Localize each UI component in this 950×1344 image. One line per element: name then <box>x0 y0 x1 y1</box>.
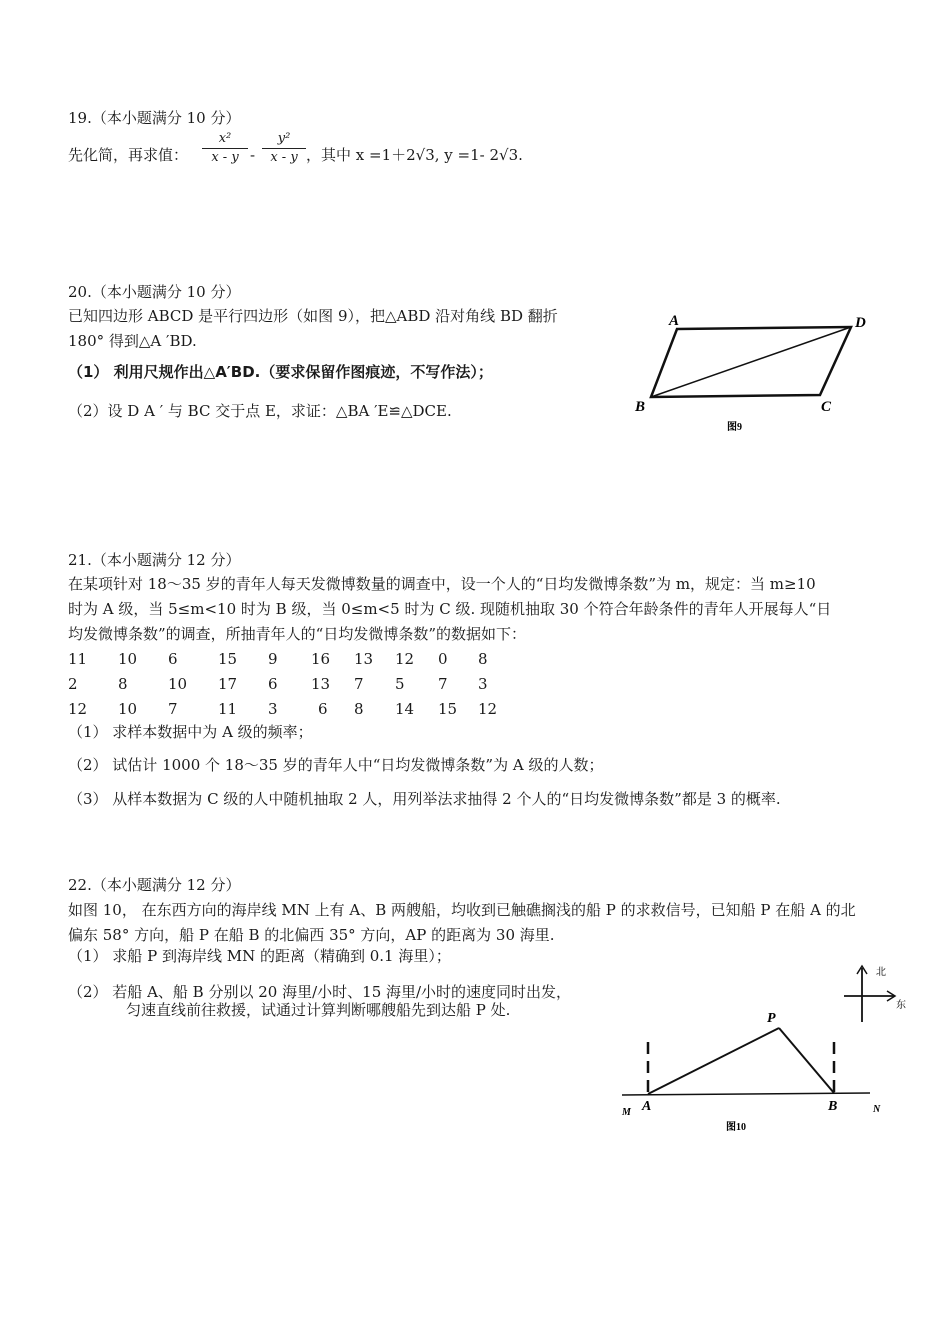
q19-header: 19.（本小题满分 10 分） <box>68 109 241 127</box>
data-cell: 6 <box>318 700 328 718</box>
q22-part2a: （2） 若船 A、船 B 分别以 20 海里/小时、15 海里/小时的速度同时出发， <box>68 983 572 1001</box>
data-cell: 3 <box>268 700 278 718</box>
compass-north-label: 北 <box>876 967 886 978</box>
q21-line2: 时为 A 级，当 5≤m<10 时为 B 级，当 0≤m<5 时为 C 级. 现随机抽取 30 个符合年龄条件的青年人开展每人“日 <box>68 600 832 618</box>
figure-10-caption: 图10 <box>726 1122 746 1133</box>
data-cell: 16 <box>311 650 331 668</box>
q22-line2: 偏东 58° 方向，船 P 在船 B 的北偏西 35° 方向，AP 的距离为 30 海里. <box>68 926 555 944</box>
data-cell: 6 <box>268 675 278 693</box>
compass-east-label: 东 <box>896 1000 906 1011</box>
q19-fraction-1-denominator: x - y <box>211 150 239 165</box>
q21-part3: （3） 从样本数据为 C 级的人中随机抽取 2 人，用列举法求抽得 2 个人的“日均发微博条数”都是 3 的概率. <box>68 790 781 808</box>
label-c: C <box>821 399 832 415</box>
q19-prompt: 先化简，再求值： <box>68 146 189 164</box>
data-cell: 12 <box>478 700 498 718</box>
data-cell: 12 <box>395 650 415 668</box>
label-n: N <box>873 1104 881 1115</box>
label-b: B <box>635 399 646 415</box>
q22-line1: 如图 10， 在东西方向的海岸线 MN 上有 A、B 两艘船，均收到已触礁搁浅的船 P 的求救信号，已知船 P 在船 A 的北 <box>68 901 856 919</box>
data-cell: 7 <box>438 675 448 693</box>
data-cell: 2 <box>68 675 78 693</box>
q19-fraction-1 <box>202 130 248 167</box>
q20-line2: 180° 得到△A ′BD. <box>68 332 197 350</box>
data-cell: 13 <box>354 650 374 668</box>
label-m: M <box>622 1107 631 1118</box>
data-cell: 8 <box>118 675 128 693</box>
q20-part1: （1） 利用尺规作出△A′BD.（要求保留作图痕迹，不写作法）； <box>68 363 493 381</box>
data-cell: 11 <box>68 650 88 668</box>
q19-fraction-2-denominator: x - y <box>270 150 298 165</box>
label-b: B <box>828 1099 838 1114</box>
q19-minus: - <box>250 146 256 164</box>
data-cell: 9 <box>268 650 278 668</box>
figure-9-caption: 图9 <box>727 422 742 433</box>
q21-line3: 均发微博条数”的调查，所抽青年人的“日均发微博条数”的数据如下： <box>68 625 527 643</box>
q20-line1: 已知四边形 ABCD 是平行四边形（如图 9），把△ABD 沿对角线 BD 翻折 <box>68 307 558 325</box>
q22-part1: （1） 求船 P 到海岸线 MN 的距离（精确到 0.1 海里）； <box>68 947 451 965</box>
segment-ap <box>648 1028 779 1094</box>
q19-condition: ，其中 x =1＋2√3, y =1- 2√3. <box>306 146 523 164</box>
q19-fraction-1-numerator: x² <box>202 130 248 149</box>
q20-header: 20.（本小题满分 10 分） <box>68 283 241 301</box>
data-cell: 11 <box>218 700 238 718</box>
label-d: D <box>855 315 866 331</box>
data-cell: 10 <box>168 675 188 693</box>
data-cell: 6 <box>168 650 178 668</box>
q21-line1: 在某项针对 18～35 岁的青年人每天发微博数量的调查中，设一个人的“日均发微博条数”为 m，规定：当 m≥10 <box>68 575 816 593</box>
data-cell: 7 <box>354 675 364 693</box>
label-a: A <box>642 1099 652 1114</box>
segment-pb <box>779 1028 834 1093</box>
q22-part2b: 匀速直线前往救援，试通过计算判断哪艘船先到达船 P 处. <box>126 1001 511 1019</box>
data-cell: 15 <box>218 650 238 668</box>
data-cell: 8 <box>478 650 488 668</box>
q22-header: 22.（本小题满分 12 分） <box>68 876 241 894</box>
figure-10-rescue-diagram <box>612 960 912 1140</box>
diagonal-bd <box>651 327 851 397</box>
data-cell: 10 <box>118 700 138 718</box>
data-cell: 12 <box>68 700 88 718</box>
data-cell: 0 <box>438 650 448 668</box>
figure-9-parallelogram <box>625 305 885 435</box>
q21-part1: （1） 求样本数据中为 A 级的频率； <box>68 723 313 741</box>
data-cell: 17 <box>218 675 238 693</box>
q21-part2: （2） 试估计 1000 个 18～35 岁的青年人中“日均发微博条数”为 A 级的人数； <box>68 756 604 774</box>
q19-fraction-2-numerator: y² <box>262 130 306 149</box>
data-cell: 7 <box>168 700 178 718</box>
data-cell: 3 <box>478 675 488 693</box>
q20-part2: （2）设 D A ′ 与 BC 交于点 E，求证：△BA ′E≌△DCE. <box>68 402 452 420</box>
data-cell: 13 <box>311 675 331 693</box>
data-cell: 8 <box>354 700 364 718</box>
label-a: A <box>669 313 680 329</box>
coastline-mn <box>622 1093 870 1095</box>
data-cell: 14 <box>395 700 415 718</box>
data-cell: 5 <box>395 675 405 693</box>
data-cell: 15 <box>438 700 458 718</box>
q19-fraction-2 <box>262 130 306 167</box>
label-p: P <box>767 1011 776 1026</box>
data-cell: 10 <box>118 650 138 668</box>
q21-header: 21.（本小题满分 12 分） <box>68 551 241 569</box>
